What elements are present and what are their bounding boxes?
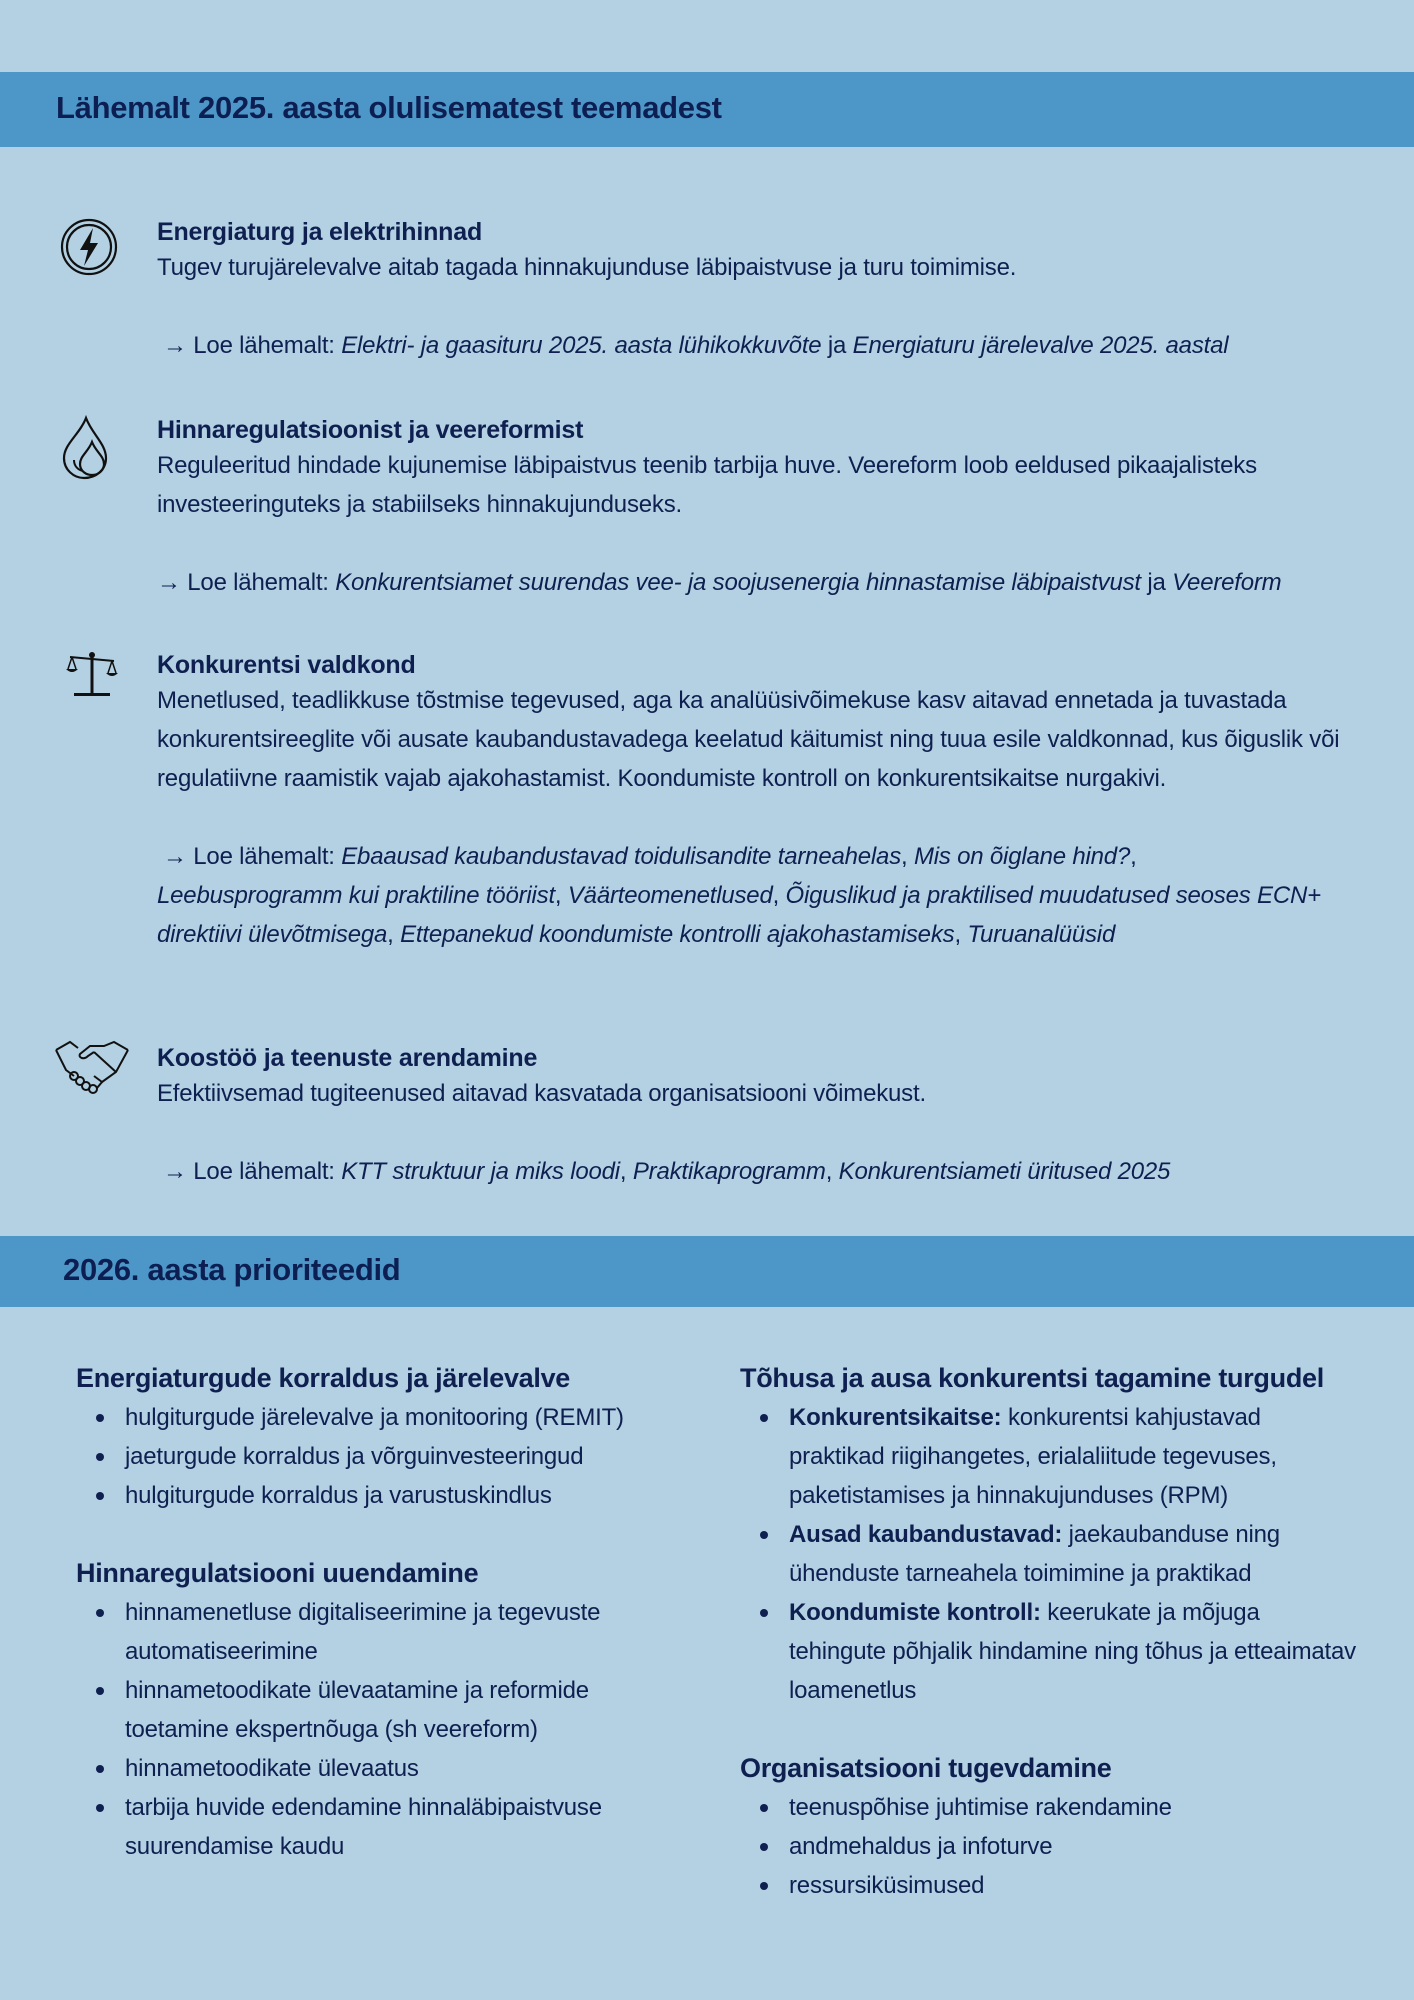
priority-title: Tõhusa ja ausa konkurentsi tagamine turgudel xyxy=(740,1363,1324,1393)
list-item: ressursiküsimused xyxy=(740,1866,1360,1905)
read-more-link[interactable]: Ebaausad kaubandustavad toidulisandite tarneahelas xyxy=(341,843,902,870)
section-title: 2026. aasta prioriteedid xyxy=(63,1252,401,1287)
priority-title: Organisatsiooni tugevdamine xyxy=(740,1753,1112,1783)
list-item: hulgiturgude korraldus ja varustuskindlus xyxy=(76,1476,676,1515)
topic-text: Menetlused, teadlikkuse tõstmise tegevused, aga ka analüüsivõimekuse kasv aitavad ennetada ja tuvastada konkurentsireeglite või ausate kaubandustavadega keelatud käitumist ning tuua esile valdkonnad, kus õiguslik või regulatiivne raamistik vajab ajakohastamist. Koondumiste kontroll on konkurentsikaitse nurgakivi. xyxy=(157,687,1340,792)
priority-list xyxy=(76,1398,676,1515)
read-more xyxy=(157,326,1367,365)
read-more-link[interactable]: Konkurentsiameti üritused 2025 xyxy=(838,1158,1171,1185)
read-more-link[interactable]: Mis on õiglane hind? xyxy=(913,843,1131,870)
read-more-link[interactable]: Turuanalüüsid xyxy=(967,921,1116,948)
section-header-2026 xyxy=(0,1236,1414,1307)
priority-list xyxy=(76,1593,676,1866)
topic-text: Tugev turujärelevalve aitab tagada hinnakujunduse läbipaistvuse ja turu toimimise. xyxy=(157,254,1017,281)
read-more: → Loe lähemalt: Ebaausad kaubandustavad toidulisandite tarneahelas, Mis on õiglane hind?, xyxy=(163,843,1137,870)
read-more-link[interactable]: Väärteomenetlused xyxy=(567,882,773,909)
read-more-link[interactable]: Energiaturu järelevalve 2025. aastal xyxy=(852,332,1229,359)
priorities-right-column xyxy=(740,1360,1360,1945)
joiner: ja xyxy=(1147,569,1166,596)
priority-list xyxy=(740,1788,1360,1905)
list-item: tarbija huvide edendamine hinnaläbipaistvuse suurendamise kaudu xyxy=(76,1788,676,1866)
read-more xyxy=(157,563,1367,602)
list-item xyxy=(740,1593,1360,1710)
topic-text: Reguleeritud hindade kujunemise läbipaistvus teenib tarbija huve. Veereform loob eeldused pikaajalisteks investeeringuteks ja stabiilseks hinnakujunduseks. xyxy=(157,452,1257,518)
topic-text: Efektiivsemad tugiteenused aitavad kasvatada organisatsiooni võimekust. xyxy=(157,1080,926,1107)
list-item xyxy=(740,1515,1360,1593)
read-more-link[interactable]: Ettepanekud koondumiste kontrolli ajakohastamiseks xyxy=(400,921,955,948)
item-text: jaekaubanduse ning ühenduste tarneahela toimimine ja praktikad xyxy=(789,1521,1280,1587)
topic-title: Energiaturg ja elektrihinnad xyxy=(157,218,483,246)
read-more-prefix: → Loe lähemalt: xyxy=(163,1158,335,1185)
list-item: hinnametoodikate ülevaatamine ja reformide toetamine ekspertnõuga (sh veereform) xyxy=(76,1671,676,1749)
list-item: hinnametoodikate ülevaatus xyxy=(76,1749,676,1788)
read-more-link[interactable]: Veereform xyxy=(1172,569,1282,596)
read-more-prefix: → Loe lähemalt: xyxy=(163,843,335,870)
list-item xyxy=(740,1398,1360,1515)
priority-list xyxy=(740,1398,1360,1710)
item-text: keerukate ja mõjuga tehingute põhjalik hindamine ning tõhus ja etteaimatav loamenetlus xyxy=(789,1599,1356,1704)
joiner: ja xyxy=(827,332,847,359)
handshake-icon xyxy=(54,1036,130,1102)
list-item: hinnamenetluse digitaliseerimine ja tegevuste automatiseerimine xyxy=(76,1593,676,1671)
read-more-link[interactable]: KTT struktuur ja miks loodi xyxy=(341,1158,620,1185)
item-label: Koondumiste kontroll: xyxy=(789,1599,1041,1626)
priorities-left-column xyxy=(76,1360,676,1906)
list-item: hulgiturgude järelevalve ja monitooring (REMIT) xyxy=(76,1398,676,1437)
section-header-2025 xyxy=(0,72,1414,147)
read-more-link[interactable]: Leebusprogramm kui praktiline tööriist xyxy=(157,882,555,909)
item-label: Konkurentsikaitse: xyxy=(789,1404,1002,1431)
read-more-link[interactable]: Praktikaprogramm xyxy=(632,1158,826,1185)
read-more-link[interactable]: Õiguslikud ja praktilised muudatused seoses ECN+ direktiivi ülevõtmisega xyxy=(157,882,1321,948)
scales-icon xyxy=(64,647,130,713)
read-more: → Loe lähemalt: KTT struktuur ja miks loodi, Praktikaprogramm, Konkurentsiameti üritused 2025 xyxy=(163,1158,1171,1185)
topic-title: Koostöö ja teenuste arendamine xyxy=(157,1044,538,1072)
topic-title: Hinnaregulatsioonist ja veereformist xyxy=(157,416,584,444)
list-item: jaeturgude korraldus ja võrguinvesteeringud xyxy=(76,1437,676,1476)
water-drops-icon xyxy=(56,414,122,480)
priority-title: Hinnaregulatsiooni uuendamine xyxy=(76,1558,479,1588)
read-more-cont: Leebusprogramm kui praktiline tööriist, Väärteomenetlused, Õiguslikud ja praktilised muudatused seoses ECN+ direktiivi ülevõtmisega, Ettepanekud koondumiste kontrolli ajakohastamiseks, Turuanalüüsid xyxy=(157,882,1321,948)
list-item: teenuspõhise juhtimise rakendamine xyxy=(740,1788,1360,1827)
priority-title: Energiaturgude korraldus ja järelevalve xyxy=(76,1363,571,1393)
read-more-prefix: → Loe lähemalt: xyxy=(157,569,329,596)
section-title: Lähemalt 2025. aasta olulisematest teemadest xyxy=(56,90,722,125)
read-more-link[interactable]: Elektri- ja gaasituru 2025. aasta lühikokkuvõte xyxy=(341,332,822,359)
list-item: andmehaldus ja infoturve xyxy=(740,1827,1360,1866)
item-text: konkurentsi kahjustavad praktikad riigihangetes, erialaliitude tegevuses, paketistamises ja hinnakujunduses (RPM) xyxy=(789,1404,1277,1509)
item-label: Ausad kaubandustavad: xyxy=(789,1521,1063,1548)
read-more-prefix: → Loe lähemalt: xyxy=(163,332,335,359)
read-more-link[interactable]: Konkurentsiamet suurendas vee- ja soojusenergia hinnastamise läbipaistvust xyxy=(335,569,1141,596)
lightning-icon xyxy=(58,216,124,282)
topic-title: Konkurentsi valdkond xyxy=(157,651,416,679)
